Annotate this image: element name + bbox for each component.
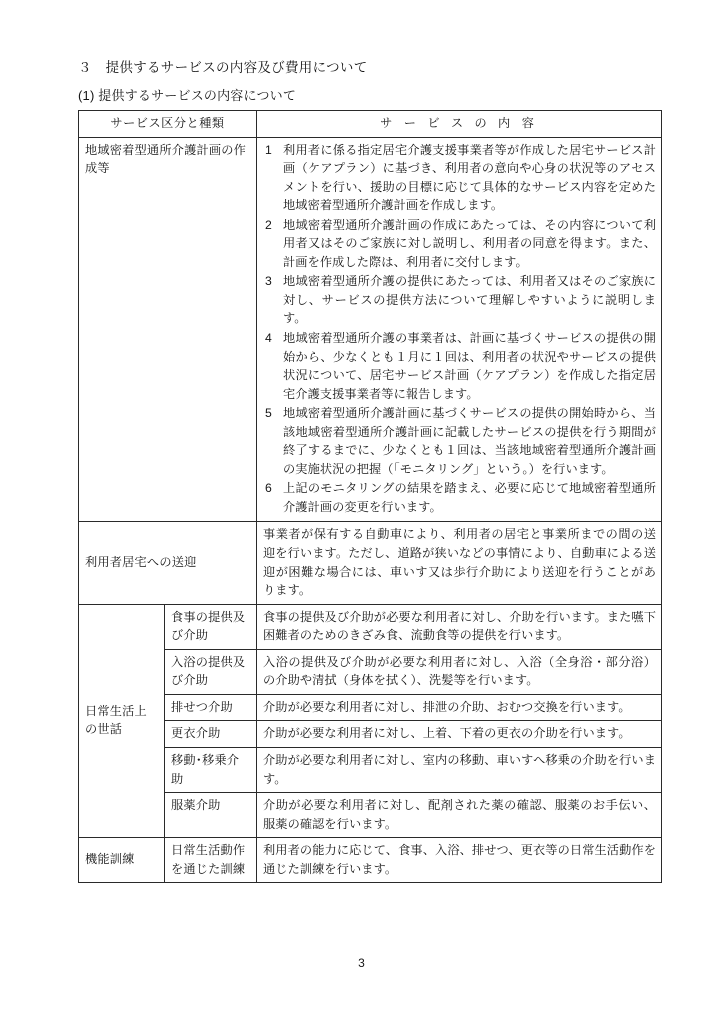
content-paragraph: 事業者が保有する自動車により、利用者の居宅と事業所までの間の送迎を行います。ただし、道路が狭いなどの事情により、自動車による送迎が困難な場合には、車いす又は歩行介助により送迎を行うことがあります。 <box>263 527 656 598</box>
row-category: 利用者居宅への送迎 <box>79 522 257 604</box>
list-item <box>263 272 656 328</box>
row-content <box>257 694 662 721</box>
list-item-text: 上記のモニタリングの結果を踏まえ、必要に応じて地域密着型通所介護計画の変更を行います。 <box>283 481 656 514</box>
table-row <box>79 747 662 792</box>
list-item <box>263 404 656 478</box>
row-content <box>257 793 662 838</box>
content-paragraph: 介助が必要な利用者に対し、上着、下着の更衣の介助を行います。 <box>263 726 631 741</box>
list-item-number: 6 <box>265 481 272 496</box>
row-subcategory: 更衣介助 <box>165 721 257 748</box>
table-row <box>79 137 662 522</box>
table-row <box>79 838 662 883</box>
row-content <box>257 649 662 694</box>
row-subcategory: 移動･移乗介助 <box>165 747 257 792</box>
row-subcategory: 服薬介助 <box>165 793 257 838</box>
list-item-text: 利用者に係る指定居宅介護支援事業者等が作成した居宅サービス計画（ケアプラン）に基づき、利用者の意向や心身の状況等のアセスメントを行い、援助の目標に応じて具体的なサービス内容を定めた地域密着型通所介護計画を作成します。 <box>283 142 656 213</box>
header-service-category: サービス区分と種類 <box>79 111 257 138</box>
content-paragraph: 利用者の能力に応じて、食事、入浴、排せつ、更衣等の日常生活動作を通じた訓練を行います。 <box>263 843 656 876</box>
list-item <box>263 141 656 215</box>
row-category: 機能訓練 <box>79 838 165 883</box>
row-content <box>257 604 662 649</box>
list-item-text: 地域密着型通所介護の事業者は、計画に基づくサービスの提供の開始から、少なくとも１月に１回は、利用者の状況やサービスの提供状況について、居宅サービス計画（ケアプラン）を作成した指定居宅介護支援事業者等に報告します。 <box>283 331 656 401</box>
content-paragraph: 介助が必要な利用者に対し、排泄の介助、おむつ交換を行います。 <box>263 699 631 714</box>
list-item-number: 3 <box>265 274 272 289</box>
header-service-content: サ ー ビ ス の 内 容 <box>257 111 662 138</box>
table-row <box>79 649 662 694</box>
list-item-number: 1 <box>265 142 272 157</box>
row-category: 日常生活上の世話 <box>79 604 165 837</box>
list-item-text: 地域密着型通所介護計画に基づくサービスの提供の開始時から、当該地域密着型通所介護計画に記載したサービスの提供を行う期間が終了するまでに、少なくとも１回は、当該地域密着型通所介護計画の実施状況の把握（「モニタリング」という。）を行います。 <box>283 406 656 476</box>
list-item-number: 2 <box>265 217 272 232</box>
list-item-number: 4 <box>265 331 272 346</box>
row-subcategory: 排せつ介助 <box>165 694 257 721</box>
row-subcategory: 入浴の提供及び介助 <box>165 649 257 694</box>
service-content-table <box>78 110 662 883</box>
list-item <box>263 479 656 516</box>
page-title: ３ 提供するサービスの内容及び費用について <box>78 60 368 75</box>
row-subcategory: 日常生活動作を通じた訓練 <box>165 838 257 883</box>
page-number: 3 <box>358 956 365 970</box>
table-header-row <box>79 111 662 138</box>
content-paragraph: 入浴の提供及び介助が必要な利用者に対し、入浴（全身浴・部分浴）の介助や清拭（身体を拭く）、洗髪等を行います。 <box>263 654 656 688</box>
content-paragraph: 食事の提供及び介助が必要な利用者に対し、介助を行います。また嚥下困難者のためのきざみ食、流動食等の提供を行います。 <box>263 609 656 643</box>
table-row <box>79 694 662 721</box>
row-content <box>257 721 662 748</box>
numbered-list <box>263 141 656 517</box>
content-paragraph: 介助が必要な利用者に対し、配剤された薬の確認、服薬のお手伝い、服薬の確認を行います。 <box>263 798 656 831</box>
row-content <box>257 838 662 883</box>
list-item <box>263 216 656 272</box>
list-item <box>263 329 656 403</box>
table-row <box>79 522 662 604</box>
content-paragraph: 介助が必要な利用者に対し、室内の移動、車いすへ移乗の介助を行います。 <box>263 752 656 786</box>
list-item-text: 地域密着型通所介護計画の作成にあたっては、その内容について利用者又はそのご家族に対し説明し、利用者の同意を得ます。また、計画を作成した際は、利用者に交付します。 <box>283 217 656 269</box>
row-category: 地域密着型通所介護計画の作成等 <box>79 137 257 522</box>
section-subtitle: (1) 提供するサービスの内容について <box>78 88 297 103</box>
table-row <box>79 604 662 649</box>
table-row <box>79 721 662 748</box>
list-item-number: 5 <box>265 406 272 421</box>
row-content <box>257 137 662 522</box>
list-item-text: 地域密着型通所介護の提供にあたっては、利用者又はそのご家族に対し、サービスの提供方法について理解しやすいように説明します。 <box>283 274 656 326</box>
row-content <box>257 747 662 792</box>
row-subcategory: 食事の提供及び介助 <box>165 604 257 649</box>
table-row <box>79 793 662 838</box>
row-content <box>257 522 662 604</box>
